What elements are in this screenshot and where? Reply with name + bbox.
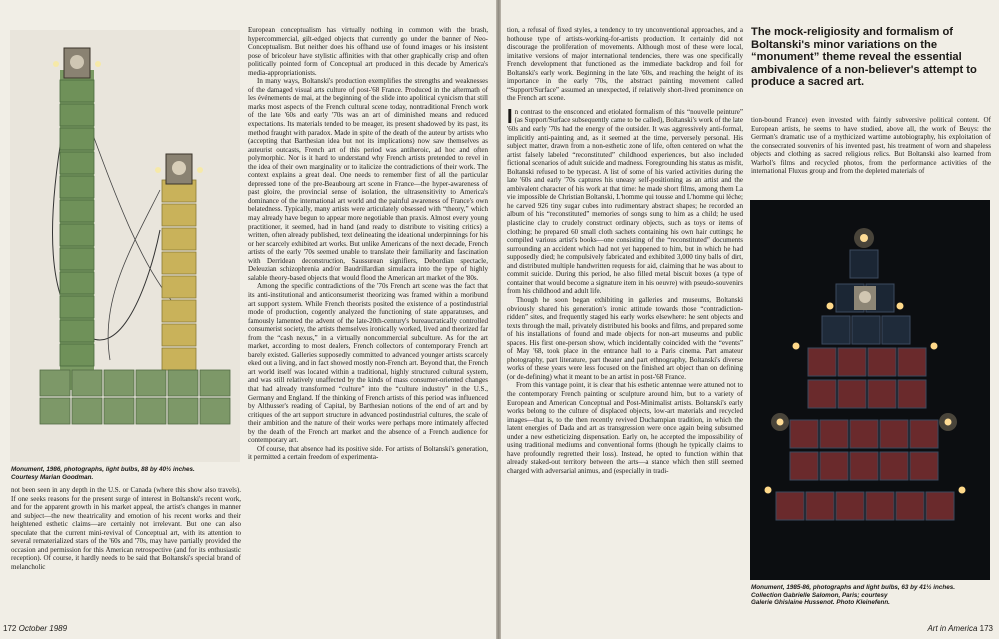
caption-left-line2: Courtesy Marian Goodman.: [11, 473, 94, 481]
right-page-right-column: [751, 116, 991, 196]
drop-cap: I: [507, 105, 513, 128]
caption-right: [751, 584, 991, 607]
left-page-right-column: [248, 26, 488, 590]
folio-left: [3, 624, 67, 633]
paragraph: European conceptualism has virtually nothing in common with the brash, hypercommercial, gilt-edged objects that currently go under the banner of Neo-Conceptualism. But neither does his offhand use of found images or his insistent pose of bricoleur have stylistic affinities with that other graphically crisp and often politically pointed form of Conceptual art produced in this decade by America's media-appropriationists.: [248, 26, 488, 77]
paragraph: not been seen in any depth in the U.S. or Canada (where this show also travels). If one seeks reasons for the present surge of interest in Boltanski's recent work, and for the apparent growth in his market appeal, the artist's changes in manner and subject—the new theatricality and emotion of his recent works and their heightened esthetic claims—are certainly not irrelevant. But one can also speculate that the current mini-revival of Conceptual art, with its attention to several rematerialized stars of the '60s and '70s, may have partially provided the occasion and permission for this American retrospective (and for its enthusiastic reception). Of course, it hardly needs to be said that Boltanski's special brand of melancholic: [11, 486, 241, 571]
paragraph: tion-bound France) even invested with faintly subversive political content. Of European artists, he seems to have studied, above all, the work of Beuys: the German's dramatic use of a mythicized wartime autobiography, his exploitation of the consecrated souvenirs of his invented past, his treatment of worn and shapeless objects and clothing as sacred religious relics. But Boltanski also learned from Warhol's films and recycled photos, from the performance activities of the international Fluxus group and from the depleted materials of: [751, 116, 991, 176]
paragraph: tion, a refusal of fixed styles, a tendency to try unconventional approaches, and a hothouse type of artists-working-for-artists production. It certainly did not discourage the proliferation of movements. Although most of these were local, imitative versions of major international tendencies, there was one specifically French development that functioned as the immediate backdrop and foil for Boltanski's early work. Beginning in the late '60s, and reaching the height of its importance in the early '70s, the abstract painting movement called “Support/Surface” assumed an unexpected, if relatively short-lived prominence on the French art scene.: [507, 26, 743, 103]
paragraph: Among the specific contradictions of the '70s French art scene was the fact that its anti-institutional and anticonsumerist theorizing was framed within a moribund art support system. While French theorists posited the existence of a postindustrial mode of production, cogently analyzed the functioning of state apparatuses, and famously lamented the advent of the late-20th-century's bureaucratically controlled consumerist society, the artists themselves ironically worked, lived and theorized far from the “cash nexus,” in a virtually noncommercial subculture. As for the art market, according to most dealers, French collectors of contemporary French art barely existed. Galleries supposedly committed to advanced younger artists scarcely eked out a living, and in fact showed mostly non-French art. Beyond that, the French art world itself was located within a traditional, highly structured cultural system, and was still relatively unaffected by the kinds of mass consumer-oriented changes that had already transformed “culture” into the “culture industry” in the U.S., Germany and England. If the thinking of French artists of this period was influenced by Althusser's reading of Capital, by Barthesian notions of the end of art and by critiques of the art support structure in advanced postindustrial cultures, the scale of their ambition and the nature of their works were perhaps more intimately affected by the death of the French art market and the absence of a French audience for contemporary art.: [248, 282, 488, 445]
monument-1985-86-photo: [750, 200, 990, 580]
paragraph: Though he soon began exhibiting in galleries and museums, Boltanski obviously shared his generation's ironic attitude towards those “contradiction-ridden” sites, and frequently staged his early works elsewhere: he sent objects and texts through the mail, privately distributed his books and films, and prepared some of his installations of found and made objects for non-art museums and public spaces. His first one-person show, which incidentally coincided with the “events” of May '68, took place in the entrance hall to a Paris cinema. Part amateur photography, part literature, part theater and part ethnography, Boltanski's diverse works of these years were less focused on the finished art object than on defining (or de-defining) what it meant to be an artist in post-'68 France.: [507, 295, 743, 381]
left-page: [0, 0, 496, 639]
page-number: 172: [3, 624, 17, 633]
left-page-bottom-column: [11, 486, 241, 616]
issue-label: October 1989: [18, 624, 68, 633]
monument-1986-photo: [10, 30, 240, 462]
pull-quote: The mock-religiosity and formalism of Boltanski's minor variations on the “monument” theme reveal the essential ambivalence of a non-believer's attempt to produce a sacred art.: [751, 26, 977, 89]
paragraph: From this vantage point, it is clear that his esthetic antennae were attuned not to the contemporary French painting or sculpture around him, but to a variety of European and American Conceptual and Post-Minimalist artists. Boltanski's early works belong to the culture of displaced objects, low-art materials and recycled images—that is, to the then recently revived Duchampian tradition, in which the latent energies of Dada and art as transgression were once again being subsumed under a new estheticizing dispensation. Early on, he accepted the impossibility of using traditional mediums and conventional forms (though he typically claims to have profoundly regretted their loss). Instead, he opted to function within that already staked-out territory between the arts—a stance which then still seemed charged with adversarial animus, and (especially in tradi-: [507, 381, 743, 475]
right-page-left-column: [507, 26, 743, 620]
caption-left: [11, 466, 239, 481]
folio-right: [927, 624, 993, 633]
monument-1985-86-artwork: [750, 200, 990, 580]
caption-left-line1: Monument, 1986, photographs, light bulbs, 88 by 40½ inches.: [11, 466, 195, 473]
paragraph: Of course, that absence had its positive side. For artists of Boltanski's generation, it permitted a certain freedom of experimenta-: [248, 444, 488, 462]
magazine-name: Art in America: [927, 624, 978, 633]
caption-right-line1: Monument, 1985-86, photographs and light bulbs, 63 by 41½ inches.: [751, 584, 955, 591]
page-number: 173: [979, 624, 993, 633]
caption-right-line2: Collection Gabrielle Salomon, Paris; courtesy: [751, 591, 888, 599]
monument-1986-artwork: [10, 30, 240, 462]
paragraph: In many ways, Boltanski's production exemplifies the strengths and weaknesses of the damaged visual arts culture of post-'68 France. Produced in the aftermath of les événements de mai, at the beginning of the slide into apolitical cynicism that still marks most aspects of the French cultural scene today, nontraditional French work of the late '60s and early '70s was an art of diminished means and reduced expectations. Its materials tended to be meager, its present shadowed by its past, its method fraught with paradox. Made in spite of the death of the auteur by artists who (accepting that Barthesian idea but not its implications) now saw themselves as auteurist outcasts, French art of this period was antiheroic, ad hoc and often polymorphic. Nor is it hard to understand why French artists pretended to revel in the idea of their own marginality or to italicize the contradictions of their work. The context explains a great deal. One needs to remember first of all the particular depressed tone of the pre-Beaubourg art scene in France—the hyper-awareness of past gloire, the provincial sense of isolation, the ultrasensitivity to America's dominance of the international art world and the painful awareness of France's own belatedness. Typically, many artists were articulately obsessed with “theory,” which may already have begun to appear more negotiable than praxis. Almost every young practitioner, it seemed, had in hand (and ready to distribute to visiting critics) a written, often already published, text delineating the ideational underpinnings for his or her scarcely exhibited art works. But unlike Americans of the next decade, French artists of the early '70s seemed unable to translate their familiarity and fascination with Derridean deconstruction, Saussurean signifiers, Debordian spectacle, Deleuzian schizophrenia and/or Baudrillardian simulacra into the type of highly salable theory-based objects that would flood the American art market of the '80s.: [248, 77, 488, 282]
right-page: [501, 0, 999, 639]
paragraph: n contrast to the ensconced and etiolated formalism of this “nouvelle peinture” (as Support/Surface subsequently came to be called), Boltanski's work of the late '60s and early '70s had the energy of the outsider. It was aggressively anti-formal, implicitly anti-painting and, as it seemed at the time, perversely personal. His subject matter, drawn from a non-esthetic zone of life, often centered on what the artist falsely labeled “reconstituted” childhood experiences, but also included fictional scenarios of adult suicide and madness. Foregrounding his status as misfit, Boltanski refused to be typecast. A list of some of his varied activities during the late '60s and early '70s captures his uneasy self-positioning as an artist and the ambivalent character of his work at that time: he made short films, among them La vie impossible de Christian Boltanski, L'homme qui tousse and L'homme qui lèche; he carved 926 tiny sugar cubes into rudimentary abstract shapes; he recorded an album of his “reconstituted” memories of songs sung to him as a child; he used plasticine clay to crudely construct ordinary objects, such as toys or items of clothing; he prepared 60 small cloth sachets containing his own hair cuttings; he compiled various artist's books—one consisting of the “reconstituted” documents surrounding an accident which had not yet happened to him, but in which he had supposedly died; he compulsively fabricated and exhibited 3,000 tiny balls of dirt, and distributed multiple handwritten requests for aid, claiming that he was about to commit suicide. During this period, he also filled metal biscuit boxes (a type of container that would become a signature item in his oeuvre) with pseudo-souvenirs from his childhood and adult life.: [507, 107, 743, 296]
caption-right-line3: Galerie Ghislaine Hussenot. Photo Kleinefenn.: [751, 599, 890, 607]
